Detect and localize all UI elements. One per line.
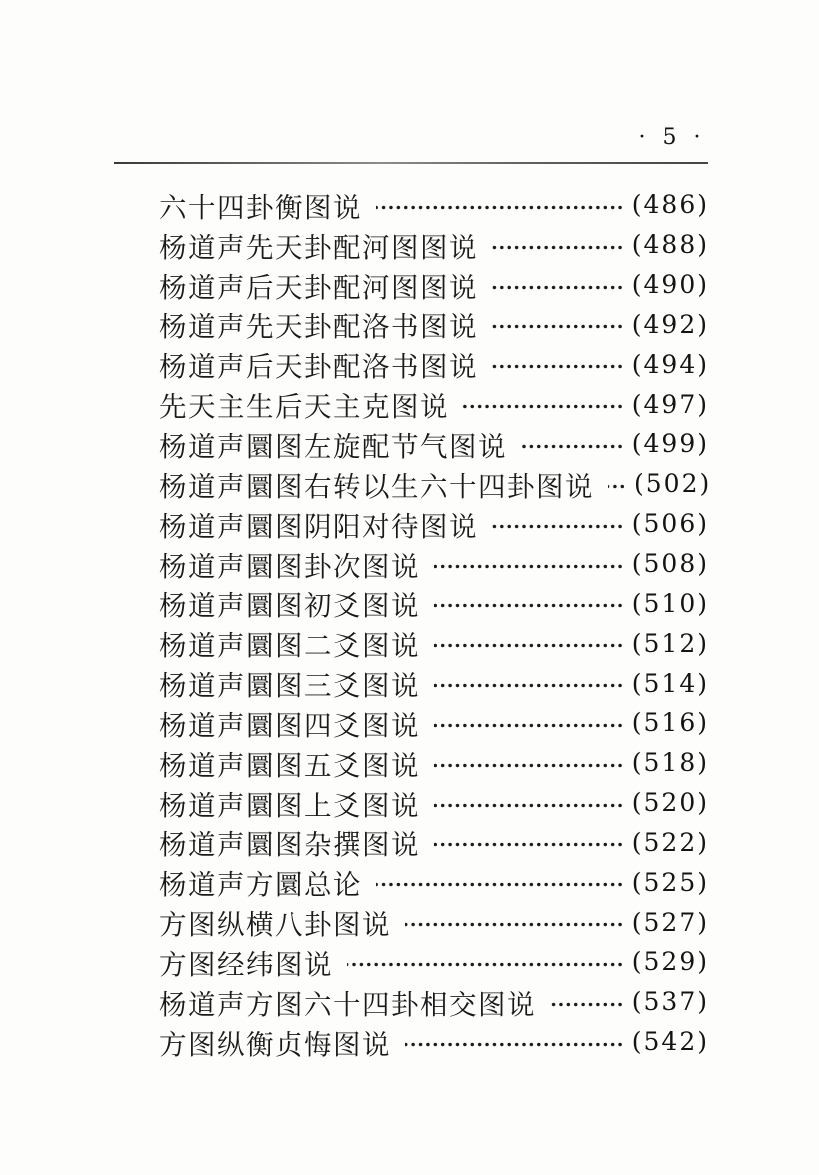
toc-dot-leader <box>376 882 624 887</box>
toc-entry <box>159 384 709 424</box>
toc-entry-page: (508) <box>631 549 709 579</box>
toc-entry-title: 方图纵横八卦图说 <box>159 909 391 942</box>
toc-entry-page: (520) <box>631 788 709 818</box>
toc-entry <box>159 424 709 464</box>
toc-entry-page: (518) <box>631 748 709 778</box>
toc-entry <box>159 1022 709 1062</box>
toc-entry-title: 杨道声圜图杂撰图说 <box>159 829 420 862</box>
toc-entry <box>159 982 709 1022</box>
toc-entry-page: (537) <box>631 987 709 1017</box>
toc-entry-page: (525) <box>631 867 709 897</box>
toc-entry <box>159 862 709 902</box>
toc-entry-page: (514) <box>631 668 709 698</box>
toc-entry-page: (516) <box>631 708 709 738</box>
toc-entry-title: 杨道声圜图三爻图说 <box>159 670 420 703</box>
page-number-indicator: · 5 · <box>638 125 706 150</box>
toc-dot-leader <box>347 962 624 967</box>
toc-entry <box>159 544 709 584</box>
toc-dot-leader <box>405 1042 624 1047</box>
toc-entry-page: (527) <box>631 907 709 937</box>
toc-entry <box>159 344 709 384</box>
toc-entry-page: (512) <box>631 628 709 658</box>
toc-entry-page: (488) <box>631 230 709 260</box>
toc-entry-title: 杨道声圜图阴阳对待图说 <box>159 510 478 543</box>
toc-dot-leader <box>434 564 624 569</box>
toc-entry-title: 先天主生后天主克图说 <box>159 391 449 424</box>
toc-entry-title: 杨道声先天卦配洛书图说 <box>159 311 478 344</box>
toc-dot-leader <box>492 524 624 529</box>
toc-entry-title: 杨道声后天卦配洛书图说 <box>159 351 478 384</box>
toc-entry <box>159 823 709 863</box>
toc-entry-page: (506) <box>631 509 709 539</box>
toc-dot-leader <box>434 763 624 768</box>
toc-dot-leader <box>405 922 624 927</box>
toc-entry <box>159 464 712 504</box>
toc-entry <box>159 783 709 823</box>
toc-entry <box>159 225 709 265</box>
toc-entry-page: (542) <box>631 1027 709 1057</box>
toc-entry <box>159 185 709 225</box>
toc-entry <box>159 942 709 982</box>
toc-entry <box>159 583 709 623</box>
toc-dot-leader <box>608 484 626 489</box>
toc-dot-leader <box>550 1002 624 1007</box>
toc-dot-leader <box>434 643 624 648</box>
toc-entry <box>159 623 709 663</box>
toc-dot-leader <box>521 444 624 449</box>
toc-entry <box>159 663 709 703</box>
toc-entry-page: (522) <box>631 827 709 857</box>
toc-dot-leader <box>434 803 624 808</box>
header-rule <box>114 162 708 164</box>
toc-entry-title: 方图经纬图说 <box>159 948 333 981</box>
toc-entry-title: 杨道声圜图初爻图说 <box>159 590 420 623</box>
toc-entry-title: 杨道声圜图五爻图说 <box>159 749 420 782</box>
toc-entry-page: (497) <box>631 389 709 419</box>
toc-dot-leader <box>492 324 624 329</box>
toc-dot-leader <box>434 683 624 688</box>
toc-entry-title: 杨道声先天卦配河图图说 <box>159 231 478 264</box>
toc-entry-page: (494) <box>631 349 709 379</box>
toc-entry-page: (490) <box>631 270 709 300</box>
toc-entry-page: (499) <box>631 429 709 459</box>
toc-entry <box>159 743 709 783</box>
toc-entry <box>159 504 709 544</box>
toc-entry-page: (529) <box>631 947 709 977</box>
toc-entry-title: 杨道声圜图四爻图说 <box>159 709 420 742</box>
toc-entry-title: 杨道声圜图左旋配节气图说 <box>159 430 507 463</box>
toc-dot-leader <box>434 603 624 608</box>
toc-dot-leader <box>492 285 624 290</box>
toc-dot-leader <box>434 842 624 847</box>
toc-entry-title: 杨道声圜图上爻图说 <box>159 789 420 822</box>
toc-list <box>159 185 712 1062</box>
toc-entry-title: 杨道声圜图卦次图说 <box>159 550 420 583</box>
toc-entry-title: 方图纵衡贞悔图说 <box>159 1028 391 1061</box>
toc-entry-page: (492) <box>631 309 709 339</box>
toc-entry-title: 杨道声方图六十四卦相交图说 <box>159 988 536 1021</box>
toc-entry-title: 杨道声方圜总论 <box>159 869 362 902</box>
toc-dot-leader <box>492 364 624 369</box>
toc-entry-page: (502) <box>634 469 712 499</box>
toc-entry-title: 六十四卦衡图说 <box>159 191 362 224</box>
toc-entry-title: 杨道声后天卦配河图图说 <box>159 271 478 304</box>
toc-entry-page: (510) <box>631 588 709 618</box>
toc-entry-page: (486) <box>631 190 709 220</box>
toc-dot-leader <box>463 404 624 409</box>
toc-entry-title: 杨道声圜图右转以生六十四卦图说 <box>159 470 594 503</box>
toc-entry <box>159 305 709 345</box>
toc-dot-leader <box>434 723 624 728</box>
toc-entry <box>159 265 709 305</box>
toc-entry <box>159 703 709 743</box>
toc-entry <box>159 902 709 942</box>
toc-dot-leader <box>376 205 624 210</box>
toc-dot-leader <box>492 245 624 250</box>
toc-entry-title: 杨道声圜图二爻图说 <box>159 630 420 663</box>
